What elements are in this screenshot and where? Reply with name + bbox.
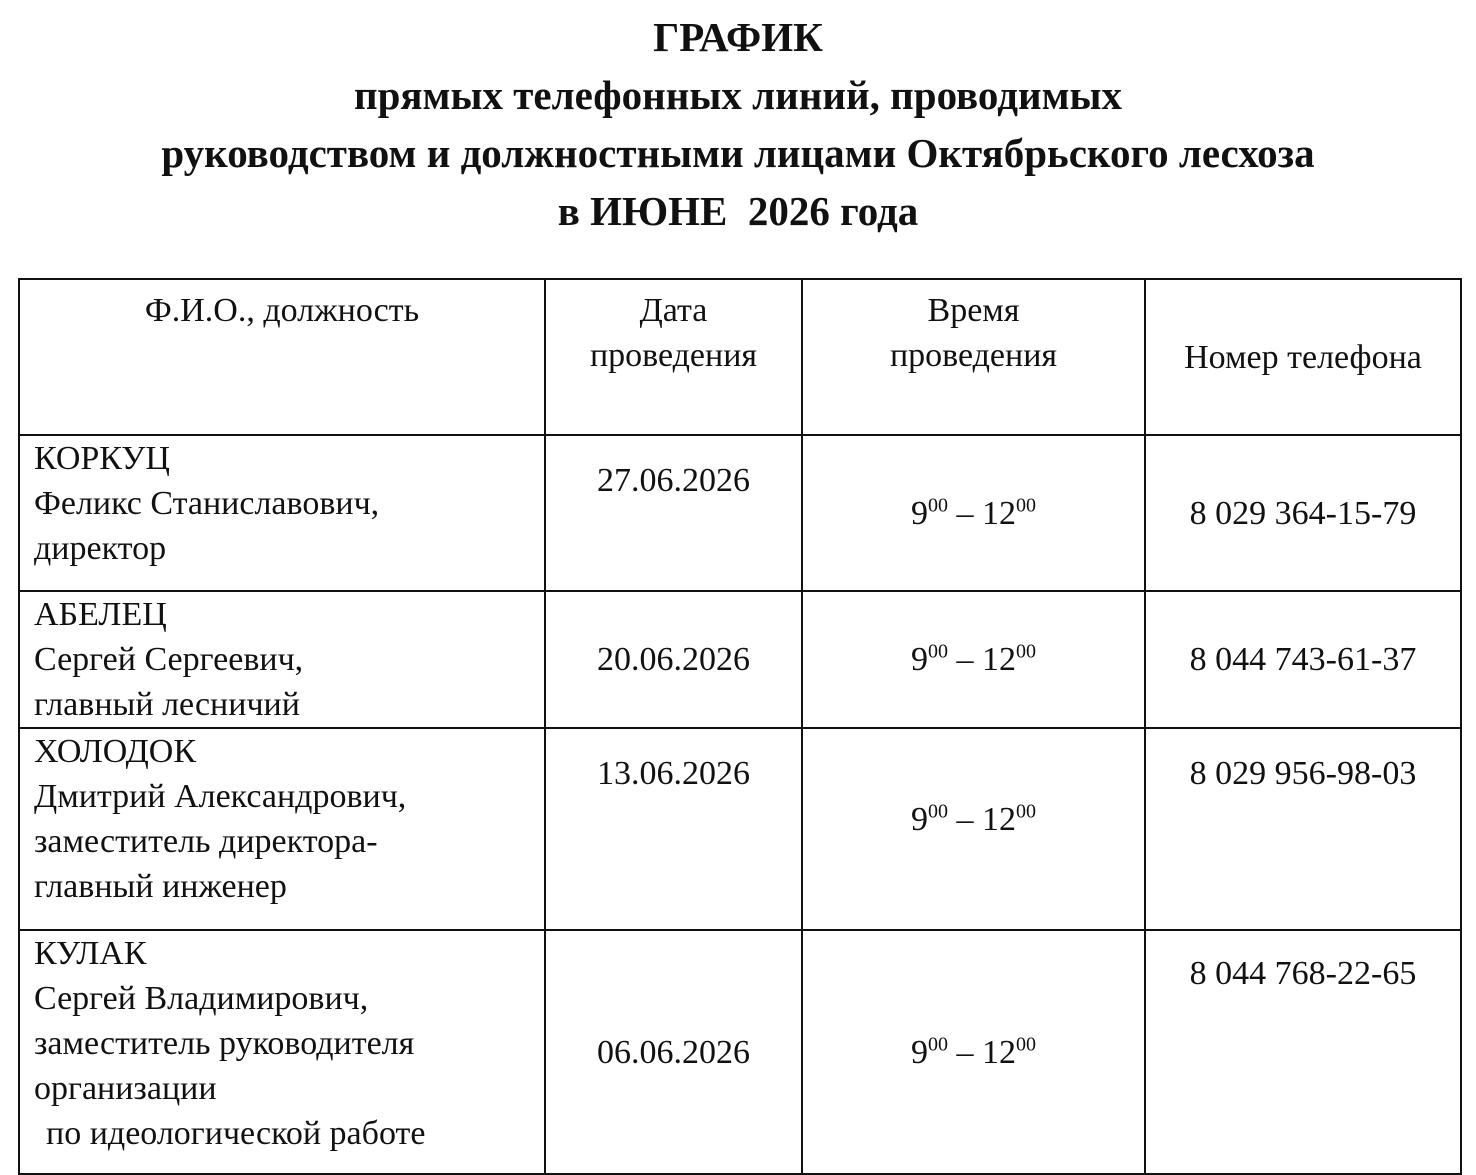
person-position: организации (34, 1070, 217, 1107)
time-separator: – (948, 1033, 982, 1071)
time-separator: – (948, 494, 982, 532)
person-position: по идеологической работе (46, 1115, 426, 1152)
header-phone (1145, 279, 1461, 435)
table-row (19, 435, 1461, 591)
person-position: заместитель руководителя (34, 1025, 415, 1062)
time-separator: – (948, 800, 982, 838)
time-start-hour: 9 (911, 494, 928, 532)
person-name: Сергей Владимирович, (34, 980, 369, 1017)
title-subheading-line-2: руководством и должностными лицами Октябрьского лесхоза (161, 130, 1315, 176)
time-end-hour: 12 (982, 641, 1016, 678)
phone-value: 8 029 364-15-79 (1189, 494, 1417, 532)
date-cell (545, 930, 802, 1174)
header-date (545, 279, 802, 435)
phone-value: 8 029 956-98-03 (1189, 755, 1417, 792)
person-position: заместитель директора- (34, 823, 378, 860)
date-value: 27.06.2026 (597, 462, 750, 499)
header-time-line-2: проведения (889, 337, 1058, 374)
person-cell (19, 591, 545, 728)
time-cell (802, 591, 1145, 728)
date-value: 20.06.2026 (597, 641, 750, 678)
time-start-minutes: 00 (928, 640, 948, 663)
person-surname: ХОЛОДОК (34, 733, 197, 770)
person-position: главный инженер (34, 868, 287, 905)
date-value: 13.06.2026 (597, 755, 750, 792)
table-row (19, 930, 1461, 1174)
time-cell (802, 435, 1145, 591)
header-person-label: Ф.И.О., должность (144, 292, 420, 329)
person-position: директор (34, 530, 167, 567)
time-cell (802, 728, 1145, 930)
time-cell (802, 930, 1145, 1174)
header-person (19, 279, 545, 435)
schedule-table (18, 278, 1462, 1175)
phone-cell (1145, 435, 1461, 591)
phone-value: 8 044 743-61-37 (1189, 641, 1417, 678)
person-surname: АБЕЛЕЦ (34, 596, 167, 633)
phone-value: 8 044 768-22-65 (1189, 955, 1417, 992)
phone-cell (1145, 930, 1461, 1174)
time-start-hour: 9 (911, 1033, 928, 1071)
title-heading: ГРАФИК (653, 14, 823, 60)
person-position: главный лесничий (34, 686, 300, 723)
date-cell (545, 591, 802, 728)
time-start-minutes: 00 (928, 1033, 948, 1056)
person-surname: КОРКУЦ (34, 440, 170, 477)
phone-cell (1145, 728, 1461, 930)
person-cell (19, 930, 545, 1174)
time-end-hour: 12 (982, 800, 1016, 838)
table-row (19, 728, 1461, 930)
time-start-minutes: 00 (928, 494, 948, 517)
person-name: Феликс Станиславович, (34, 485, 380, 522)
phone-cell (1145, 591, 1461, 728)
time-start-minutes: 00 (928, 800, 948, 823)
header-time-line-1: Время (927, 292, 1020, 329)
time-separator: – (948, 641, 982, 678)
time-end-minutes: 00 (1016, 640, 1036, 663)
header-time (802, 279, 1145, 435)
document-title (0, 8, 1476, 240)
person-cell (19, 435, 545, 591)
time-end-hour: 12 (982, 1033, 1016, 1071)
table-row (19, 591, 1461, 728)
time-end-minutes: 00 (1016, 1033, 1036, 1056)
person-name: Сергей Сергеевич, (34, 641, 304, 678)
header-phone-label: Номер телефона (1184, 338, 1422, 376)
date-cell (545, 728, 802, 930)
title-subheading-line-3: в ИЮНЕ 2026 года (557, 188, 919, 234)
date-cell (545, 435, 802, 591)
table-header-row (19, 279, 1461, 435)
title-subheading-line-1: прямых телефонных линий, проводимых (353, 72, 1123, 118)
time-end-minutes: 00 (1016, 494, 1036, 517)
time-start-hour: 9 (911, 641, 928, 678)
person-cell (19, 728, 545, 930)
time-end-minutes: 00 (1016, 800, 1036, 823)
header-date-line-2: проведения (589, 337, 758, 374)
time-start-hour: 9 (911, 800, 928, 838)
date-value: 06.06.2026 (597, 1033, 750, 1071)
person-name: Дмитрий Александрович, (34, 778, 407, 815)
time-end-hour: 12 (982, 494, 1016, 532)
person-surname: КУЛАК (34, 935, 147, 972)
header-date-line-1: Дата (639, 292, 708, 329)
